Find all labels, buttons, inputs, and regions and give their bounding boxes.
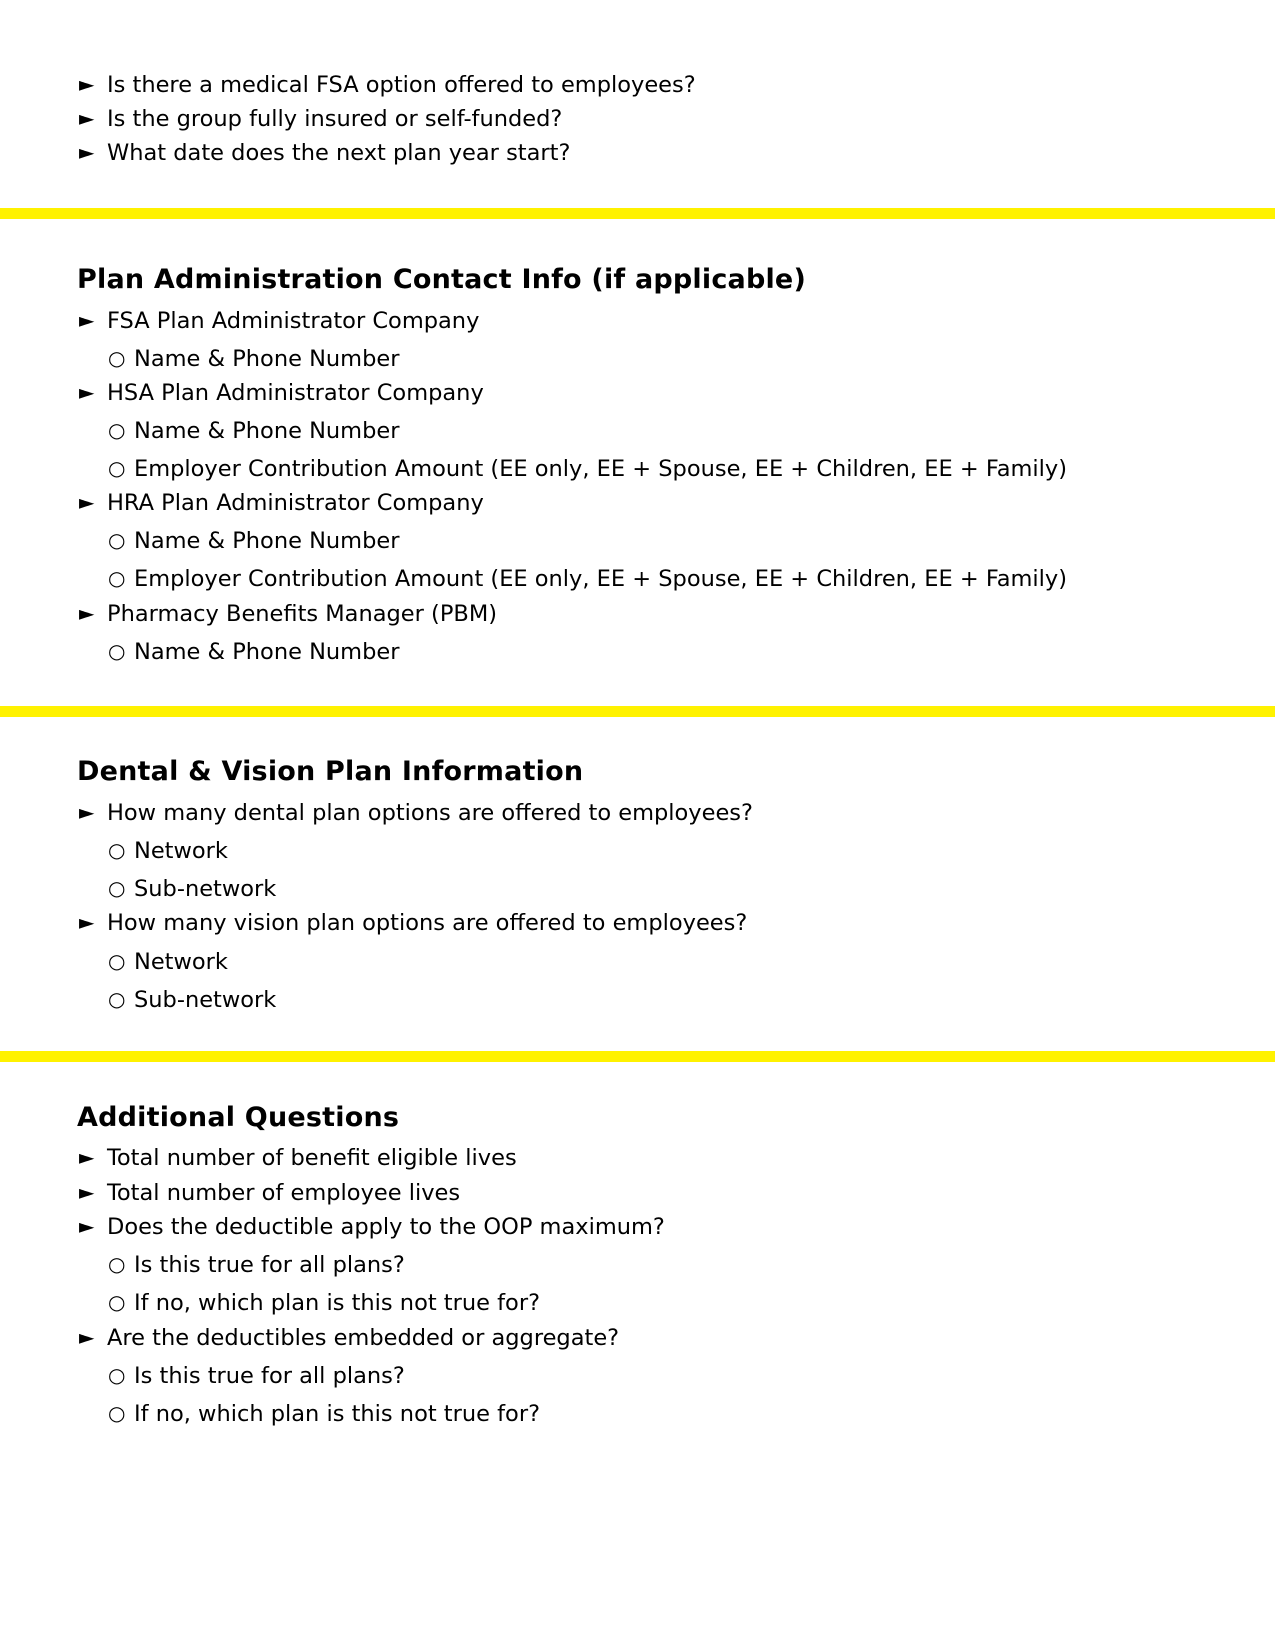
arrow-bullet-icon: ► [79, 1145, 95, 1169]
arrow-bullet-icon: ► [79, 380, 95, 404]
arrow-bullet-icon: ► [79, 1214, 95, 1238]
sub-list-item: ○ Name & Phone Number [108, 528, 400, 554]
arrow-bullet-icon: ► [79, 1325, 95, 1349]
arrow-bullet-icon: ► [79, 308, 95, 332]
sub-list-item: ○ Network [108, 838, 228, 864]
sub-list-item: ○ Name & Phone Number [108, 639, 400, 665]
list-item: ► Pharmacy Benefits Manager (PBM) [79, 601, 498, 627]
circle-bullet-icon: ○ [108, 456, 126, 480]
section-heading-plan-admin: Plan Administration Contact Info (if applicable) [77, 264, 806, 295]
arrow-bullet-icon: ► [79, 106, 95, 130]
arrow-bullet-icon: ► [79, 800, 95, 824]
sub-list-item: ○ Is this true for all plans? [108, 1252, 405, 1278]
circle-bullet-icon: ○ [108, 1401, 126, 1425]
arrow-bullet-icon: ► [79, 601, 95, 625]
arrow-bullet-icon: ► [79, 1180, 95, 1204]
circle-bullet-icon: ○ [108, 838, 126, 862]
sub-list-item: ○ Name & Phone Number [108, 346, 400, 372]
section-divider [0, 706, 1275, 717]
sub-list-item: ○ Is this true for all plans? [108, 1363, 405, 1389]
circle-bullet-icon: ○ [108, 1363, 126, 1387]
circle-bullet-icon: ○ [108, 1252, 126, 1276]
circle-bullet-icon: ○ [108, 876, 126, 900]
sub-list-item: ○ Network [108, 949, 228, 975]
circle-bullet-icon: ○ [108, 418, 126, 442]
sub-list-item: ○ Employer Contribution Amount (EE only, EE + Spouse, EE + Children, EE + Family) [108, 566, 1068, 592]
circle-bullet-icon: ○ [108, 346, 126, 370]
circle-bullet-icon: ○ [108, 528, 126, 552]
circle-bullet-icon: ○ [108, 987, 126, 1011]
circle-bullet-icon: ○ [108, 566, 126, 590]
circle-bullet-icon: ○ [108, 1290, 126, 1314]
arrow-bullet-icon: ► [79, 490, 95, 514]
list-item: ► How many dental plan options are offered to employees? [79, 800, 753, 826]
list-item: ► Total number of employee lives [79, 1180, 461, 1206]
list-item: ► FSA Plan Administrator Company [79, 308, 480, 334]
section-divider [0, 1051, 1275, 1062]
list-item: ► Is the group fully insured or self-funded? [79, 106, 563, 132]
section-heading-dental-vision: Dental & Vision Plan Information [77, 756, 584, 787]
list-item: ► Total number of benefit eligible lives [79, 1145, 517, 1171]
list-item: ► What date does the next plan year start? [79, 140, 571, 166]
list-item: ► Does the deductible apply to the OOP maximum? [79, 1214, 665, 1240]
section-divider [0, 208, 1275, 219]
circle-bullet-icon: ○ [108, 639, 126, 663]
sub-list-item: ○ If no, which plan is this not true for? [108, 1401, 541, 1427]
arrow-bullet-icon: ► [79, 910, 95, 934]
sub-list-item: ○ If no, which plan is this not true for? [108, 1290, 541, 1316]
list-item: ► How many vision plan options are offered to employees? [79, 910, 748, 936]
arrow-bullet-icon: ► [79, 72, 95, 96]
list-item: ► Are the deductibles embedded or aggregate? [79, 1325, 620, 1351]
list-item: ► HSA Plan Administrator Company [79, 380, 484, 406]
sub-list-item: ○ Name & Phone Number [108, 418, 400, 444]
circle-bullet-icon: ○ [108, 949, 126, 973]
sub-list-item: ○ Sub-network [108, 876, 277, 902]
sub-list-item: ○ Employer Contribution Amount (EE only, EE + Spouse, EE + Children, EE + Family) [108, 456, 1068, 482]
sub-list-item: ○ Sub-network [108, 987, 277, 1013]
list-item: ► Is there a medical FSA option offered to employees? [79, 72, 696, 98]
section-heading-additional: Additional Questions [77, 1102, 400, 1133]
list-item: ► HRA Plan Administrator Company [79, 490, 484, 516]
arrow-bullet-icon: ► [79, 140, 95, 164]
